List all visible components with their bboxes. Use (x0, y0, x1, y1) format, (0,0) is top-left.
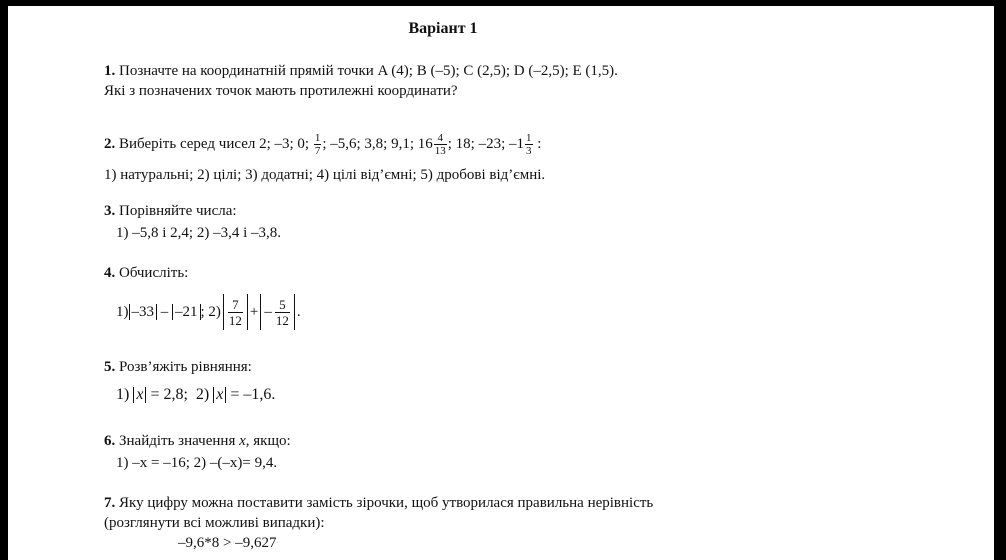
task-5-separator: ; 2) (183, 386, 214, 403)
task-7-line-2: (розглянути всі можливі випадки): (104, 515, 325, 531)
task-2-mid: ; –5,6; 3,8; 9,1; 16 (322, 136, 433, 152)
task-1-line-2: Які з позначених точок мають протилежні координати? (104, 83, 458, 99)
task-2-line-1 (104, 130, 541, 158)
abs-x-1: x (133, 387, 146, 403)
task-4-line-1 (104, 264, 188, 282)
task-6-line-1 (104, 432, 291, 450)
task-5-number: 5. (104, 359, 116, 375)
variant-title: Варіант 1 (408, 20, 478, 37)
task-4-end: . (296, 304, 301, 320)
task-2-line-2: 1) натуральні; 2) цілі; 3) додатні; 4) цілі від’ємні; 5) дробові від’ємні. (104, 167, 546, 183)
task-4-text: Обчисліть: (119, 265, 189, 281)
fraction-1-3: $\frac{1}{3}$ (526, 132, 532, 158)
task-2-mid2: ; 18; –23; –1 (447, 136, 525, 152)
task-3-line-2: 1) –5,8 і 2,4; 2) –3,4 і –3,8. (116, 225, 281, 241)
task-5-end: . (271, 386, 276, 403)
task-1-text: Позначте на координатній прямій точки A (4); B (–5); C (2,5); D (–2,5); E (1,5). (119, 63, 618, 79)
task-1-number: 1. (104, 63, 116, 79)
task-4-number: 4. (104, 265, 116, 281)
abs-minus-21: –21 (172, 304, 201, 320)
task-5-line-1 (104, 358, 252, 376)
task-6-variable: x (239, 433, 246, 449)
task-4-separator: ; 2) (200, 304, 221, 320)
task-6-text-end: , якщо: (245, 433, 291, 449)
abs-minus-33: –33 (129, 304, 158, 320)
task-5-part-1-label: 1) (116, 386, 134, 403)
task-5-text: Розв’яжіть рівняння: (119, 359, 252, 375)
task-5-equations (116, 386, 275, 404)
task-4-expressions (116, 294, 301, 330)
task-3-text: Порівняйте числа: (119, 203, 237, 219)
task-6-text: Знайдіть значення (119, 433, 240, 449)
task-7-number: 7. (104, 495, 116, 511)
task-6-line-2: 1) –x = –16; 2) –(–x)= 9,4. (116, 455, 278, 471)
task-3-line-1 (104, 202, 237, 220)
task-3-number: 3. (104, 203, 116, 219)
task-6-number: 6. (104, 433, 116, 449)
fraction-4-13: $\frac{4}{13}$ (434, 132, 446, 158)
task-2-number: 2. (104, 136, 116, 152)
task-4-minus: – (157, 304, 172, 320)
task-2-tail: : (533, 136, 542, 152)
abs-neg-fraction-5-12: – $\frac{5}{12}$ (260, 294, 295, 330)
worksheet-page (8, 6, 994, 560)
abs-x-2: x (213, 387, 226, 403)
task-1-line-1 (104, 62, 618, 80)
fraction-1-7: $\frac{1}{7}$ (314, 132, 321, 158)
abs-fraction-7-12: $\frac{7}{12}$ (223, 294, 248, 330)
task-5-eq-2: = –1,6 (226, 386, 272, 403)
task-7-line-1 (104, 494, 653, 512)
task-4-plus: + (249, 304, 259, 320)
task-5-eq-1: = 2,8 (146, 386, 184, 403)
task-7-inequality: –9,6*8 > –9,627 (178, 535, 277, 551)
task-2-intro: Виберіть серед чисел 2; –3; 0; (119, 136, 313, 152)
task-4-part-1-label: 1) (116, 304, 129, 320)
task-7-text: Яку цифру можна поставити замість зірочки, щоб утворилася правильна нерівність (119, 495, 654, 511)
